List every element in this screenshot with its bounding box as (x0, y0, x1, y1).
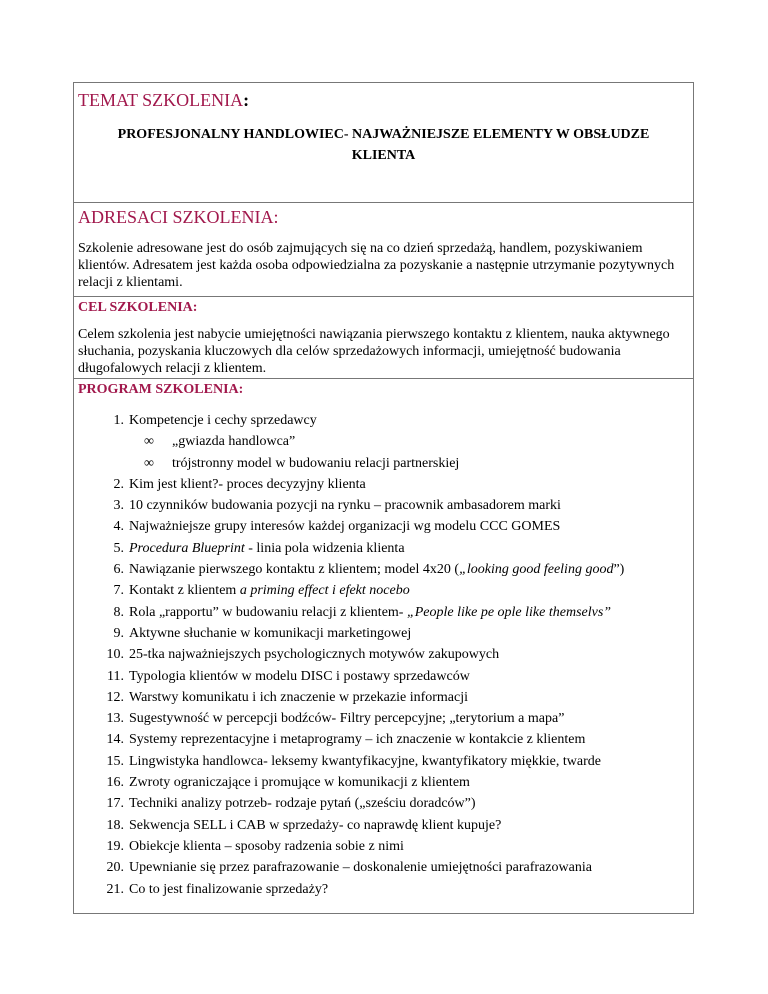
item-number: 5. (113, 540, 124, 556)
item-text: 10 czynników budowania pozycji na rynku – pracownik ambasadorem marki (129, 498, 561, 514)
section-audience (73, 202, 694, 296)
document-page (73, 82, 694, 914)
item-number: 17. (106, 796, 124, 812)
list-item (78, 708, 689, 729)
topic-title-line2: KLIENTA (351, 148, 416, 163)
list-item (78, 836, 689, 857)
item-number: 2. (113, 476, 124, 492)
list-item (78, 538, 689, 559)
item-text-end: ”) (613, 562, 625, 578)
item-text-italic: „People like pe ople like themselvs” (406, 604, 612, 620)
list-item (78, 857, 689, 878)
program-heading: PROGRAM SZKOLENIA: (78, 382, 244, 397)
item-number: 10. (106, 647, 124, 663)
program-list (78, 410, 689, 900)
goal-heading: CEL SZKOLENIA: (78, 300, 198, 315)
item-number: 11. (107, 668, 124, 684)
item-text: Lingwistyka handlowca- leksemy kwantyfikacyjne, kwantyfikatory miękkie, twarde (129, 753, 601, 769)
item-text: 25-tka najważniejszych psychologicznych motywów zakupowych (129, 647, 500, 663)
item-text: Kim jest klient?- proces decyzyjny klienta (129, 476, 366, 492)
list-item (78, 687, 689, 708)
list-item (78, 772, 689, 793)
item-number: 4. (113, 519, 124, 535)
list-item (78, 793, 689, 814)
item-number: 9. (113, 625, 124, 641)
item-number: 21. (106, 881, 124, 897)
list-item (78, 495, 689, 516)
item-text: Sekwencja SELL i CAB w sprzedaży- co naprawdę klient kupuje? (129, 817, 502, 833)
list-item (78, 666, 689, 687)
item-number: 19. (106, 838, 124, 854)
topic-heading-text: TEMAT SZKOLENIA (78, 90, 244, 110)
list-item (78, 879, 689, 900)
section-program (73, 378, 694, 914)
item-text: Aktywne słuchanie w komunikacji marketingowej (129, 625, 412, 641)
list-item (78, 751, 689, 772)
list-subitem (78, 431, 689, 452)
list-item (78, 516, 689, 537)
item-text: Zwroty ograniczające i promujące w komunikacji z klientem (129, 775, 470, 791)
subitem-text: „gwiazda handlowca” (172, 434, 296, 450)
item-text: Upewnianie się przez parafrazowanie – doskonalenie umiejętności parafrazowania (129, 860, 592, 876)
item-text-italic: a priming effect i efekt nocebo (239, 583, 410, 599)
item-text: Nawiązanie pierwszego kontaktu z klientem; model 4x20 ( (129, 562, 460, 578)
item-text: Najważniejsze grupy interesów każdej organizacji wg modelu CCC GOMES (129, 519, 561, 535)
list-item (78, 729, 689, 750)
item-number: 13. (106, 711, 124, 727)
list-item (78, 474, 689, 495)
topic-heading-colon: : (243, 90, 250, 110)
item-number: 15. (106, 753, 124, 769)
list-item (78, 410, 689, 431)
item-text: - linia pola widzenia klienta (244, 540, 405, 556)
list-item (78, 644, 689, 665)
item-number: 16. (106, 775, 124, 791)
item-number: 6. (113, 562, 124, 578)
item-text: Kontakt z klientem (129, 583, 240, 599)
item-number: 20. (106, 860, 124, 876)
topic-title (78, 124, 689, 166)
item-number: 18. (106, 817, 124, 833)
item-text: Rola „rapportu” w budowaniu relacji z klientem- (129, 604, 407, 620)
list-item (78, 602, 689, 623)
item-text: Typologia klientów w modelu DISC i postawy sprzedawców (129, 668, 470, 684)
item-text: Co to jest finalizowanie sprzedaży? (129, 881, 329, 897)
item-text: Kompetencje i cechy sprzedawcy (129, 413, 317, 428)
infinity-bullet-icon: ∞ (144, 455, 154, 471)
section-topic (73, 82, 694, 202)
item-text-italic: „looking good feeling good (459, 562, 614, 578)
topic-heading (78, 89, 689, 111)
item-text: Techniki analizy potrzeb- rodzaje pytań („sześciu doradców”) (129, 796, 476, 812)
subitem-text: trójstronny model w budowaniu relacji partnerskiej (172, 455, 460, 471)
item-number: 12. (106, 689, 124, 705)
goal-text: Celem szkolenia jest nabycie umiejętności nawiązania pierwszego kontaktu z klientem, nauka aktywnego słuchania, pozyskania kluczowych dla celów sprzedażowych informacji, umiejętność budowania długofalowych relacji z klientem. (78, 327, 670, 376)
item-number: 3. (113, 498, 124, 514)
topic-title-line1: PROFESJONALNY HANDLOWIEC- NAJWAŻNIEJSZE ELEMENTY W OBSŁUDZE (117, 127, 650, 142)
section-goal (73, 296, 694, 378)
list-item (78, 559, 689, 580)
item-text-italic: Procedura Blueprint (129, 540, 245, 556)
infinity-bullet-icon: ∞ (144, 434, 154, 450)
list-subitem (78, 453, 689, 474)
list-item (78, 623, 689, 644)
item-number: 8. (113, 604, 124, 620)
audience-text: Szkolenie adresowane jest do osób zajmujących się na co dzień sprzedażą, handlem, pozyskiwaniem klientów. Adresatem jest każda osoba odpowiedzialna za pozyskanie a następnie utrzymanie pozytywnych relacji z klientami. (78, 241, 675, 290)
item-text: Warstwy komunikatu i ich znaczenie w przekazie informacji (129, 689, 469, 705)
item-text: Systemy reprezentacyjne i metaprogramy – ich znaczenie w kontakcie z klientem (129, 732, 586, 748)
list-item (78, 580, 689, 601)
list-item (78, 815, 689, 836)
item-text: Obiekcje klienta – sposoby radzenia sobie z nimi (129, 838, 404, 854)
item-number: 1. (113, 413, 124, 428)
item-text: Sugestywność w percepcji bodźców- Filtry percepcyjne; „terytorium a mapa” (129, 711, 565, 727)
item-number: 7. (113, 583, 124, 599)
item-number: 14. (106, 732, 124, 748)
audience-heading: ADRESACI SZKOLENIA: (78, 207, 279, 227)
